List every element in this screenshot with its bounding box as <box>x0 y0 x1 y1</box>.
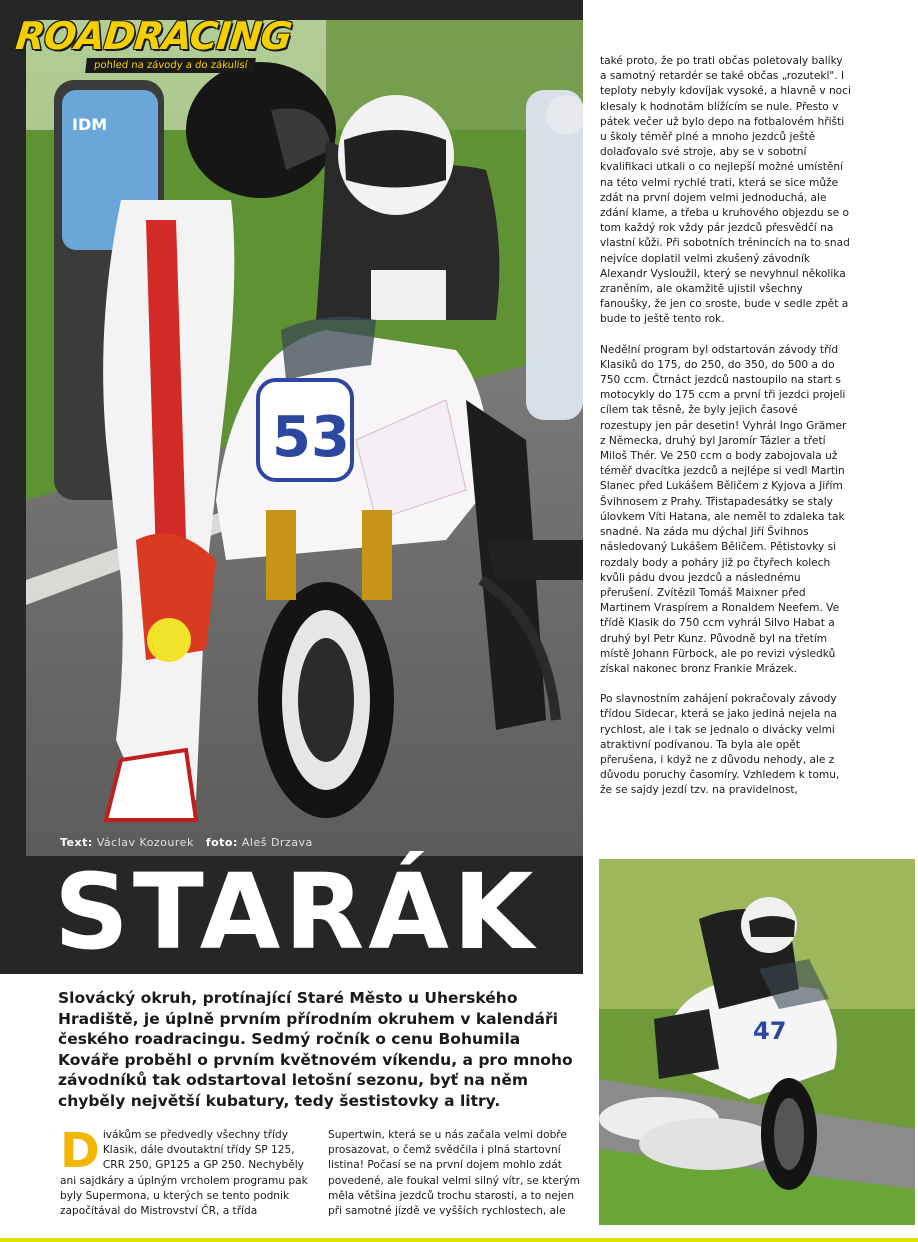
text-credit-label: Text: <box>60 836 93 849</box>
body-paragraph: také proto, že po trati občas poletovaly balíky a samotný retardér se také občas „rozutekl". I teploty nebyly kdovíjak vysoké, a hlavně v noci klesaly k hodnotám blížícím se nule. Přesto v pátek večer už bylo depo na fotbalovém hřišti u školy téměř plné a mnoho jezdců ještě dolaďovalo své stroje, aby se v sobotní kvalifikaci utkali o co nejlepší možné umístění na této velmi rychlé trati, která se sice může zdát na první dojem velmi jednoduchá, ale zdání klame, a třeba u kruhového objezdu se o tom každý rok vždy pár jezdců přesvědčí na vlastní kůži. Při sobotních trénincích na to snad nejvíce doplatil velmi zkušený závodník Alexandr Vysloužil, který se nevyhnul několika zraněním, ale okamžitě ujistil všechny fanoušky, že jen co sroste, bude v sedle zpět a bude to ještě tento rok. <box>600 55 851 326</box>
section-name: ROADRACING <box>13 14 294 58</box>
body-column-left <box>60 1123 318 1219</box>
article-headline: STARÁK <box>54 851 538 973</box>
body-paragraph: Po slavnostním zahájení pokračovaly závody třídou Sidecar, která se jako jediná nejela na rychlost, ale i tak se jednalo o divácky velmi atraktivní podívanou. Ta byla ale opět přerušena, i když ne z důvodu nehody, ale z důvodu poruchy časomíry. Vzhledem k tomu, že se sajdy jezdí tzv. na pravidelnost, <box>600 693 840 797</box>
body-paragraph: ivákům se předvedly všechny třídy Klasik, dále dvoutaktní třídy SP 125, CRR 250, GP125 a GP 250. Nechyběly ani sajdkáry a úplným vrcholem programu pak byly Supermona, u kterých se tento podnik započítával do Mistrovství ČR, a třída <box>60 1129 308 1218</box>
vest-logo: IDM <box>72 115 108 134</box>
photo-credit-label: foto: <box>205 836 238 849</box>
section-logo-roadracing <box>12 10 312 80</box>
author-credits <box>60 836 313 849</box>
bike-number-53: 53 <box>272 405 350 470</box>
article-lede: Slovácký okruh, protínající Staré Město u Uherského Hradiště, je úplně prvním přírodním okruhem v kalendáři českého roadracingu. Sedmý ročník o cenu Bohumila Kováře proběhl o prvním květnovém víkendu, a pro mnoho závodníků tak odstartoval letošní sezonu, byť na něm chyběly největší kubatury, tedy šestistovky a litry. <box>58 989 573 1110</box>
photo-credit-author: Aleš Drzava <box>241 836 313 849</box>
main-photo-riders <box>26 20 583 856</box>
body-column-right <box>600 54 852 814</box>
body-column-middle: Supertwin, která se u nás začala velmi dobře prosazovat, o čemž svědčila i plná startovní listina! Počasí se na první dojem mohlo zdát povedené, ale foukal velmi silný vítr, se kterým měla většina jezdců trochu starosti, a to nejen při samotné jízdě ve vyšších rychlostech, ale <box>328 1129 580 1218</box>
side-photo-racer <box>599 859 915 1225</box>
section-subtitle: pohled na závody a do zákulisí <box>85 58 256 73</box>
body-paragraph: Nedělní program byl odstartován závody tříd Klasiků do 175, do 250, do 350, do 500 a do 750 ccm. Čtrnáct jezdců nastoupilo na start s motocykly do 175 ccm a první tři jezdci projeli cílem tak těsně, že byly jejich časové rozestupy jen pár desetin! Vyhrál Ingo Grämer z Německa, druhý byl Jaromír Tázler a třetí Miloš Thér. Ve 250 ccm o body zabojovala už téměř dvacítka jezdců a nejlépe si vedl Martin Slanec před Lukášem Běličem z Kyjova a Jiřím Švihnosem z Prahy. Třistapadesátky se staly úlovkem Víti Hatana, ale neměl to zdaleka tak snadné. Na záda mu dýchal Jiří Švihnos následovaný Lukášem Běličem. Pětistovky si rozdaly body a poháry již po čtyřech kolech kvůli pádu dvou jezdců a následnému přerušení. Zvítězil Tomáš Maixner před Martinem Vraspírem a Ronaldem Neefem. Ve třídě Klasik do 750 ccm vyhrál Silvo Habat a druhý byl Petr Kunz. Původně byl na třetím místě Johann Fürbock, ale po revizi výsledků získal nakonec bronz Frankie Mrázek. <box>600 343 847 675</box>
bike-number-47: 47 <box>753 1017 787 1045</box>
text-credit-author: Václav Kozourek <box>96 836 194 849</box>
drop-cap: D <box>60 1123 100 1179</box>
page-bottom-rule <box>0 1238 918 1242</box>
